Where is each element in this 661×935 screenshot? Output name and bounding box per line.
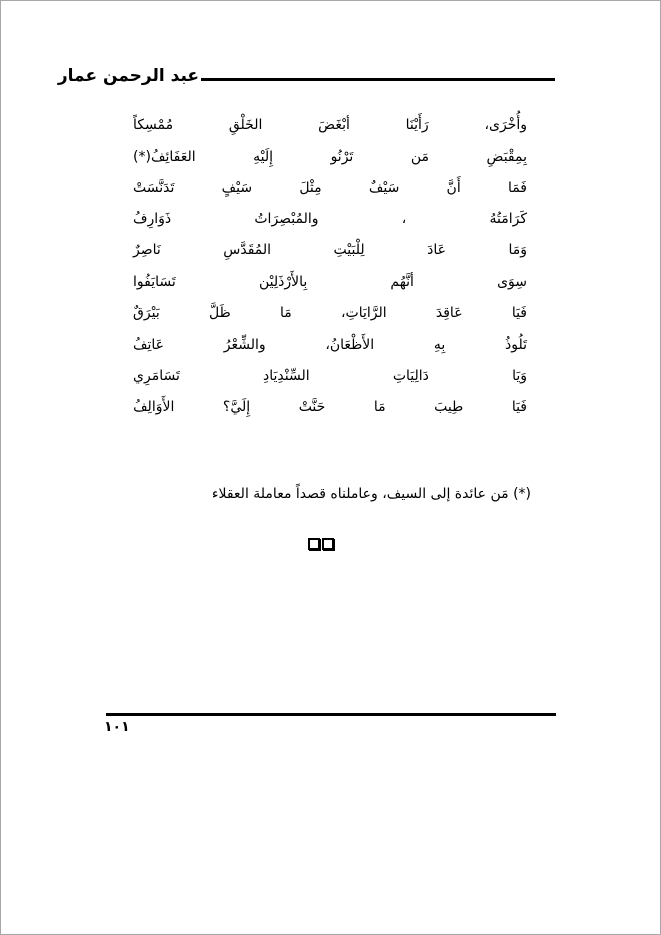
verse-word: الرَّايَاتِ، [341, 305, 387, 321]
verse-word: إِلَيَّ؟ [222, 399, 251, 415]
end-mark-square [308, 538, 320, 550]
verse-word: عَاتِفُ [133, 337, 165, 353]
header-author: عبد الرحمن عمار [57, 66, 199, 86]
verse-word: العَفَائِفُ(*) [133, 149, 196, 165]
verse-word: مَا [279, 305, 292, 321]
verse-word: كَرَامَتُهُ [489, 211, 527, 227]
verse-word: بِالأَرْذَلِيْن [258, 274, 308, 290]
verse-word: وَيَا [512, 368, 527, 384]
verse-word: لِلْبَيْتِ [333, 242, 365, 258]
verse-word: مَا [373, 399, 386, 415]
verse-word: إِلَيْهِ [253, 149, 274, 165]
verse-line-7 [133, 304, 527, 322]
verse-word: الخَلْقِ [228, 117, 263, 133]
verse-line-3 [133, 179, 527, 197]
verse-word: ذَوَارِفُ [133, 211, 172, 227]
verse-line-1 [133, 116, 527, 134]
verse-word: تَلُوذُ [505, 337, 527, 353]
verse-word: دَالِيَاتِ [392, 368, 429, 384]
header-rule [201, 78, 555, 81]
verse-word: الأَظْعَانُ، [325, 337, 375, 353]
verse-word: ، [401, 211, 407, 227]
verse-word: وَمَا [508, 242, 527, 258]
verse-line-9 [133, 367, 527, 385]
verse-word: مِثْلَ [299, 180, 322, 196]
verse-word: السِّنْدِيَادِ [263, 368, 310, 384]
verse-word: تَسَايَفُوا [133, 274, 176, 290]
verse-word: الأَوَالِفُ [133, 399, 175, 415]
verse-word: أَنَّ [446, 180, 461, 196]
verse-word: سَيْفٍ [221, 180, 253, 196]
verse-word: رَأَيْنَا [405, 117, 429, 133]
verse-word: مُمْسِكاً [133, 117, 174, 133]
verse-word: وأُخْرَى، [484, 117, 527, 133]
verse-word: عَادَ [427, 242, 446, 258]
verse-word: ظَلَّ [208, 305, 231, 321]
verse-word: والمُبْصِرَاتُ [254, 211, 319, 227]
verse-word: المُقَدَّسِ [223, 242, 272, 258]
verse-word: تَسَامَرِي [133, 368, 180, 384]
verse-word: أنَّهُم [390, 274, 414, 290]
verse-line-10 [133, 398, 527, 416]
verse-word: سِوَى [497, 274, 527, 290]
end-mark-square [322, 538, 334, 550]
section-end-marks [308, 538, 334, 550]
verse-word: تَدَنَّسَتْ [133, 180, 175, 196]
verse-word: والشِّعْرُ [223, 337, 266, 353]
verse-line-4 [133, 210, 527, 228]
verse-line-5 [133, 241, 527, 259]
verse-word: مَن [410, 149, 430, 165]
footer-rule [106, 713, 556, 716]
verse-word: تَرْنُو [330, 149, 354, 165]
verse-line-8 [133, 336, 527, 354]
page-number: ١٠١ [104, 719, 130, 735]
verse-word: أبْغَضَ [318, 117, 350, 133]
verse-word: سَيْفٌ [368, 180, 400, 196]
verse-line-6 [133, 273, 527, 291]
verse-word: بِهِ [433, 337, 446, 353]
verse-word: فَيَا [511, 399, 527, 415]
verse-word: طِيبَ [434, 399, 464, 415]
verse-word: عَاقِدَ [435, 305, 463, 321]
verse-word: بِمِقْبَضِ [486, 149, 527, 165]
verse-line-2 [133, 148, 527, 166]
verse-word: فَيَا [511, 305, 527, 321]
verse-word: بَيْرَقٌ [133, 305, 160, 321]
verse-word: فَمَا [507, 180, 527, 196]
verse-word: نَاصِرٌ [133, 242, 161, 258]
verse-word: حَنَّتْ [298, 399, 326, 415]
footnote: (*) مَن عائدة إلى السيف، وعاملناه قصداً معاملة العقلاء [211, 486, 531, 502]
